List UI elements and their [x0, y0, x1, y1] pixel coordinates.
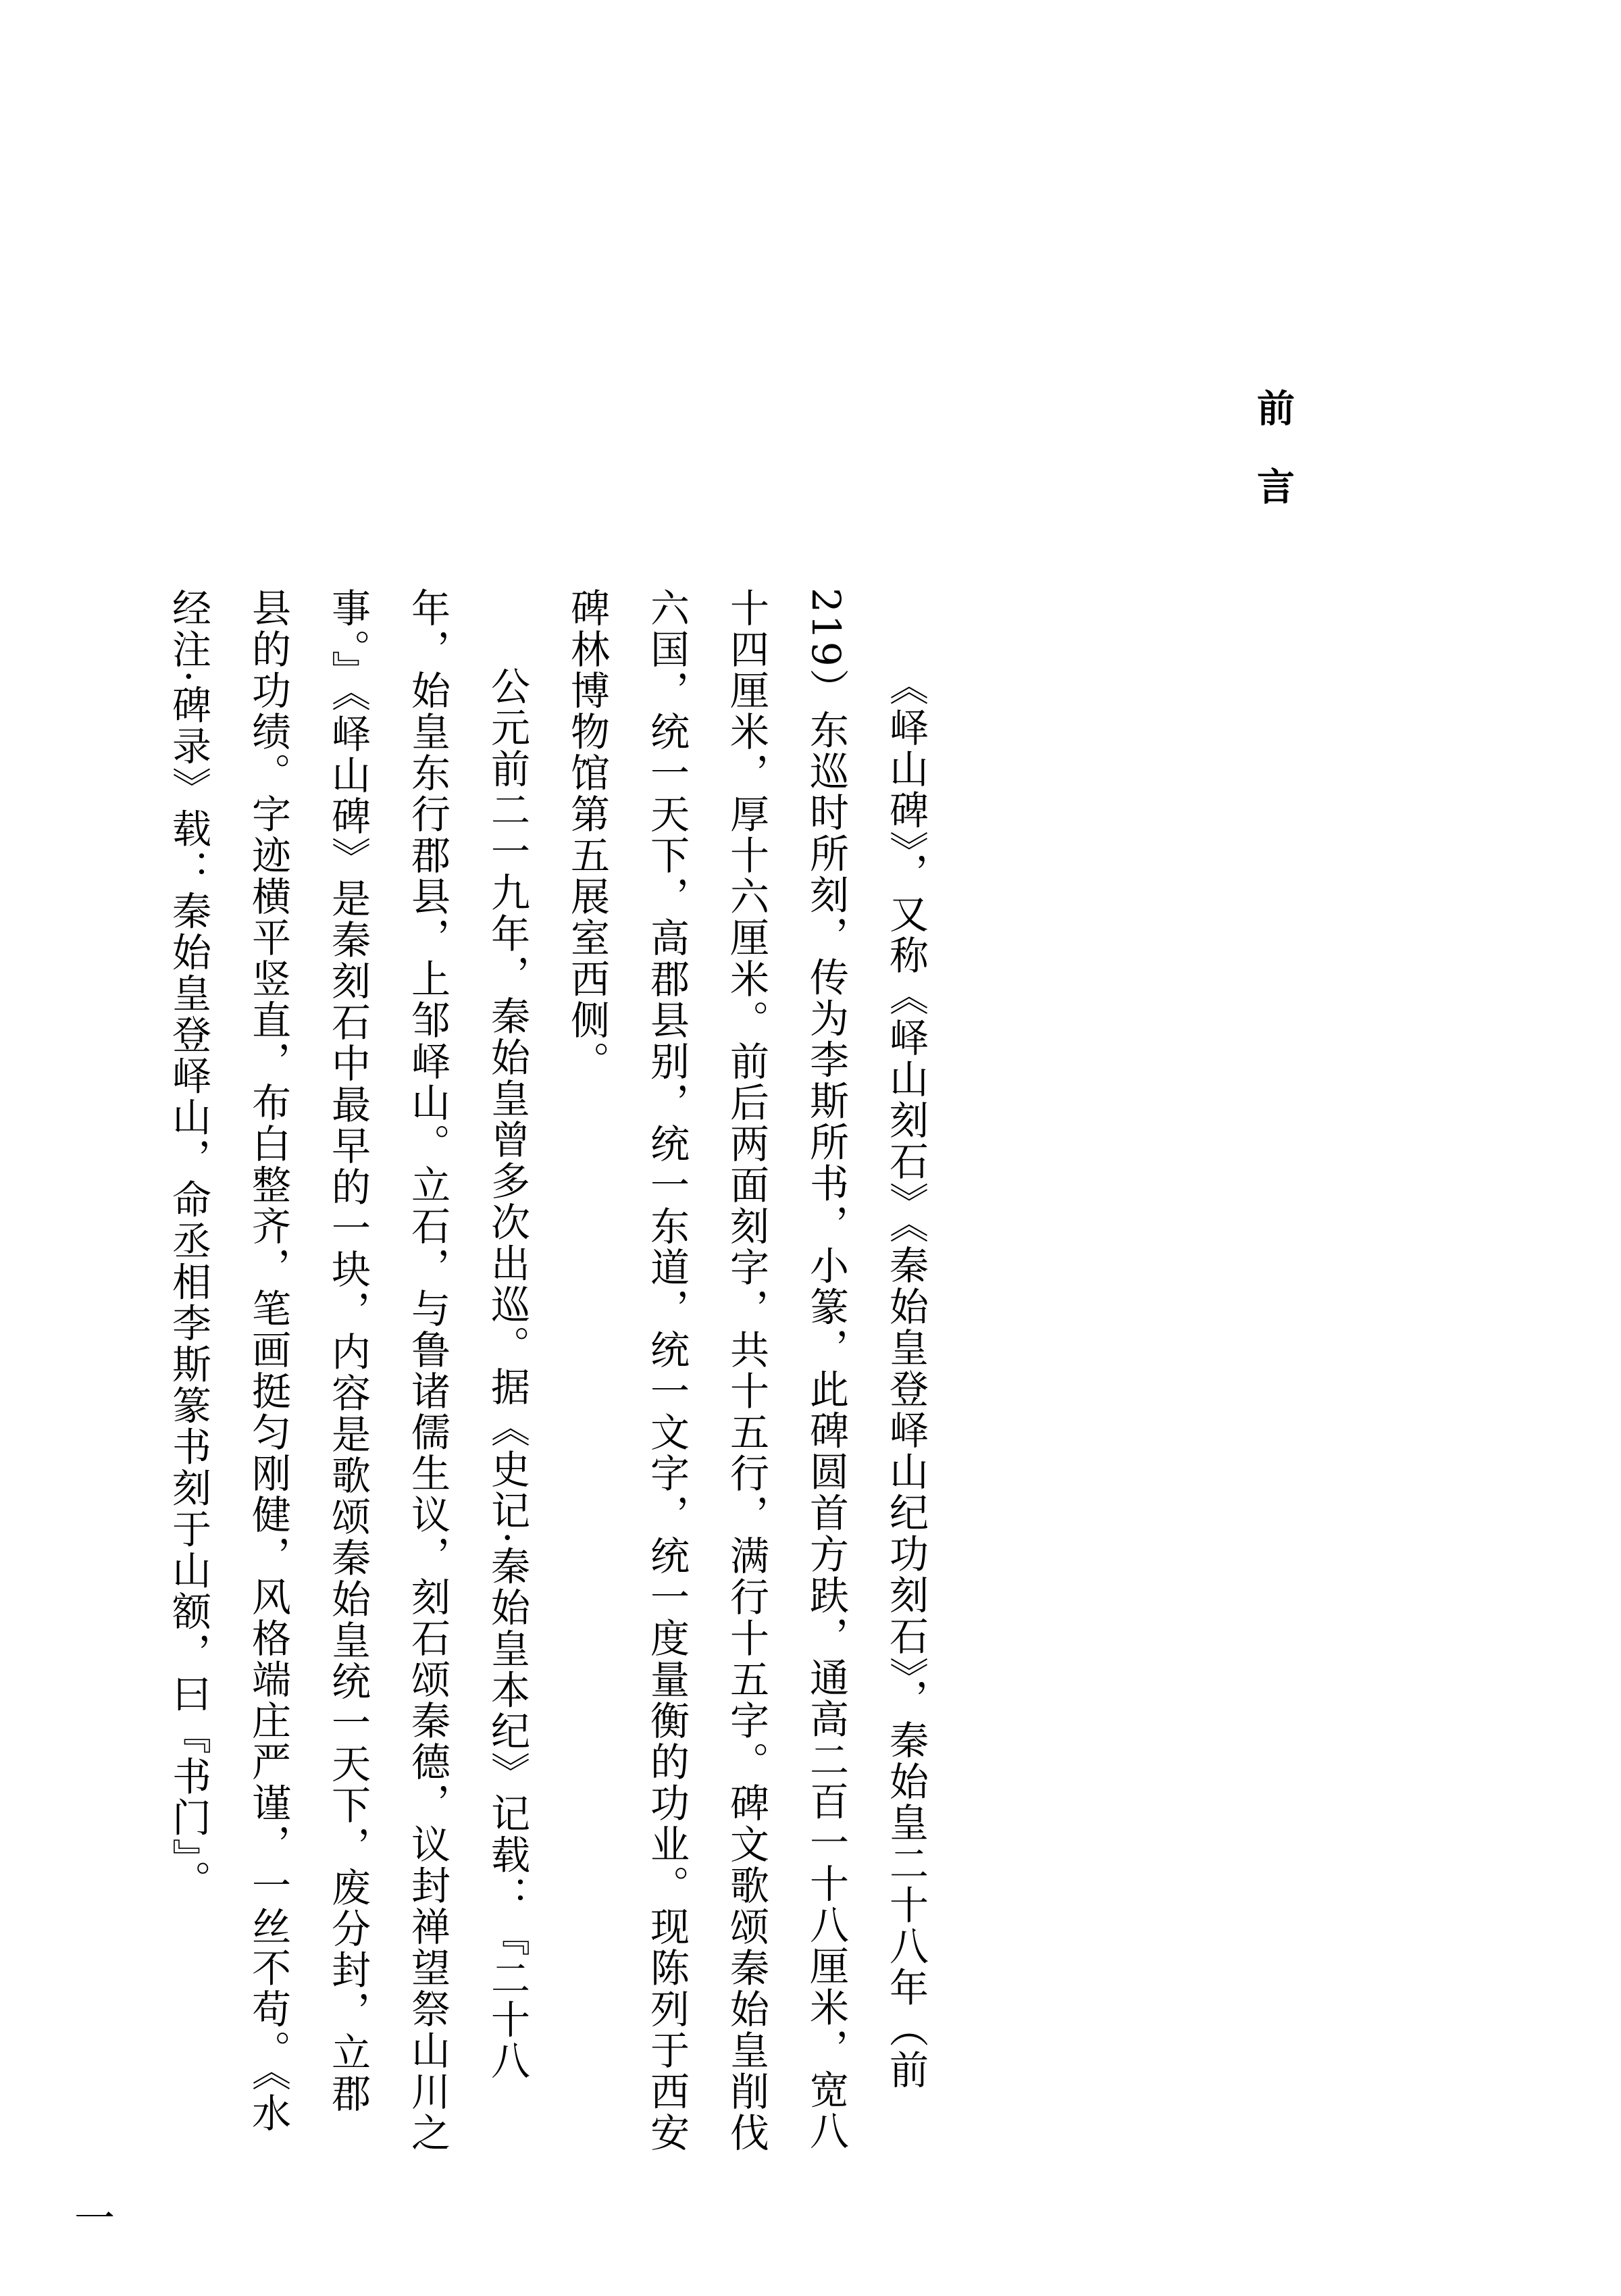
paragraph-2: 公元前二一九年，秦始皇曾多次出巡。据《史记·秦始皇本纪》记载：『二十八年，始皇东行郡县，上邹峄山。立石，与鲁诸儒生议，刻石颂秦德，议封禅望祭山川之事。』《峄山碑》是秦刻石中最早的一块，内容是歌颂秦始皇统一天下，废分封，立郡县的功绩。字迹横平竖直，布白整齐，笔画挺匀刚健，风格端庄严谨，一丝不苟。《水经注·碑录》载：秦始皇登峄山，命丞相李斯篆书刻于山额，曰『书门』。 [165, 588, 530, 2153]
paragraph-1: 《峄山碑》，又称《峄山刻石》《秦始皇登峄山纪功刻石》，秦始皇二十八年（前219）东巡时所刻，传为李斯所书，小篆，此碑圆首方趺，通高二百一十八厘米，宽八十四厘米，厚十六厘米。前后两面刻字，共十五行，满行十五字。碑文歌颂秦始皇削伐六国，统一天下，高郡县别，统一东道，统一文字，统一度量衡的功业。现陈列于西安碑林博物馆第五展室西侧。 [564, 588, 929, 2153]
page-title: 前言 [1251, 388, 1295, 545]
preface-body [165, 588, 946, 2155]
page-number: 一 [74, 2195, 115, 2243]
